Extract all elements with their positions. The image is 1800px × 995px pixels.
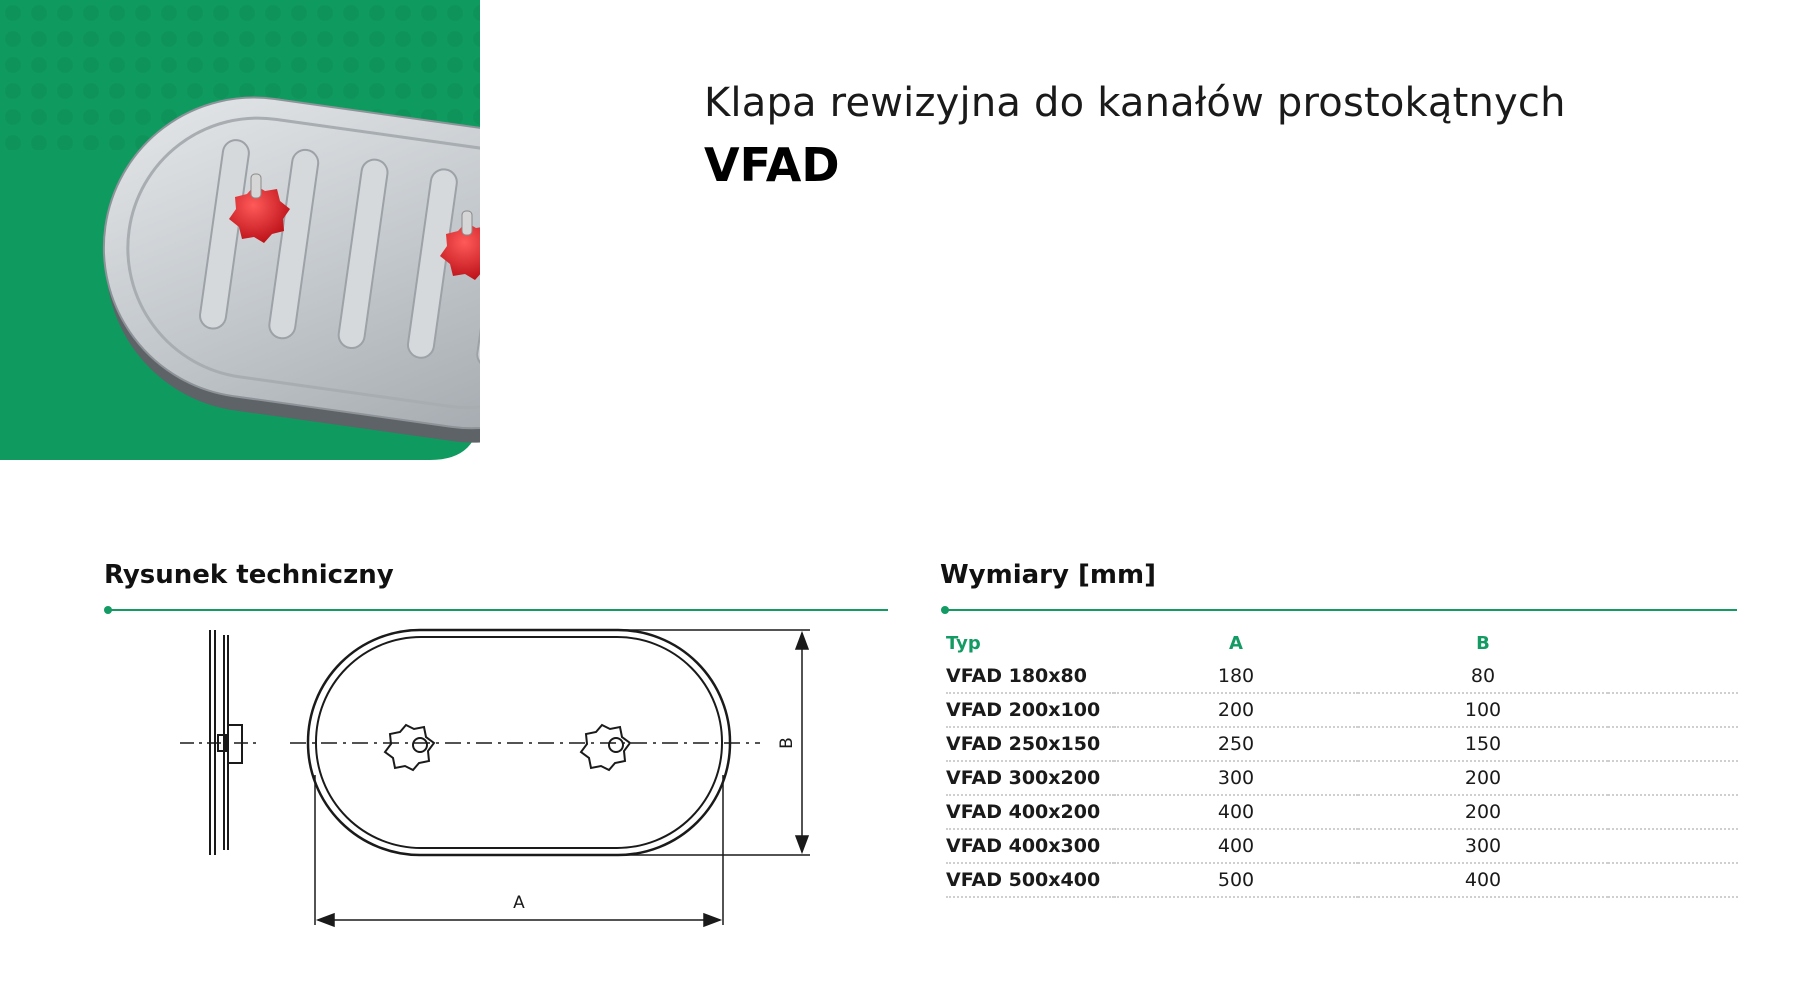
cell-b: 100 — [1358, 693, 1608, 727]
cell-a: 200 — [1114, 693, 1358, 727]
cell-a: 400 — [1114, 829, 1358, 863]
column-header-typ: Typ — [946, 632, 981, 654]
page-title: Klapa rewizyjna do kanałów prostokątnych — [704, 80, 1566, 126]
cell-b: 200 — [1358, 761, 1608, 795]
product-photo — [0, 0, 480, 460]
cell-b: 80 — [1358, 660, 1608, 693]
front-view — [290, 630, 760, 855]
cell-typ: VFAD 500x400 — [946, 863, 1114, 897]
cell-typ: VFAD 400x300 — [946, 829, 1114, 863]
table-row — [946, 863, 1738, 897]
drawing-heading: Rysunek techniczny — [104, 560, 394, 590]
cell-b: 400 — [1358, 863, 1608, 897]
cell-a: 400 — [1114, 795, 1358, 829]
column-header-a: A — [1229, 632, 1243, 654]
cell-typ: VFAD 300x200 — [946, 761, 1114, 795]
dimensions-table — [946, 626, 1738, 898]
side-view — [180, 630, 258, 855]
dimensions-heading: Wymiary [mm] — [940, 560, 1156, 590]
drawing-divider — [108, 609, 888, 611]
table-row — [946, 795, 1738, 829]
product-code: VFAD — [704, 138, 840, 192]
cell-typ: VFAD 250x150 — [946, 727, 1114, 761]
table-header-row — [946, 626, 1738, 660]
table-row — [946, 829, 1738, 863]
cell-typ: VFAD 400x200 — [946, 795, 1114, 829]
cell-typ: VFAD 180x80 — [946, 660, 1114, 693]
table-row — [946, 660, 1738, 693]
column-header-b: B — [1476, 632, 1490, 654]
cell-a: 180 — [1114, 660, 1358, 693]
table-row — [946, 693, 1738, 727]
dimension-a-label: A — [513, 893, 525, 913]
cell-a: 300 — [1114, 761, 1358, 795]
table-row — [946, 761, 1738, 795]
dimensions-divider — [945, 609, 1737, 611]
cell-a: 500 — [1114, 863, 1358, 897]
cell-a: 250 — [1114, 727, 1358, 761]
cell-b: 150 — [1358, 727, 1608, 761]
dimension-b-label: B — [777, 737, 797, 749]
cell-b: 200 — [1358, 795, 1608, 829]
technical-drawing — [170, 625, 830, 949]
cell-typ: VFAD 200x100 — [946, 693, 1114, 727]
table-row — [946, 727, 1738, 761]
cell-b: 300 — [1358, 829, 1608, 863]
